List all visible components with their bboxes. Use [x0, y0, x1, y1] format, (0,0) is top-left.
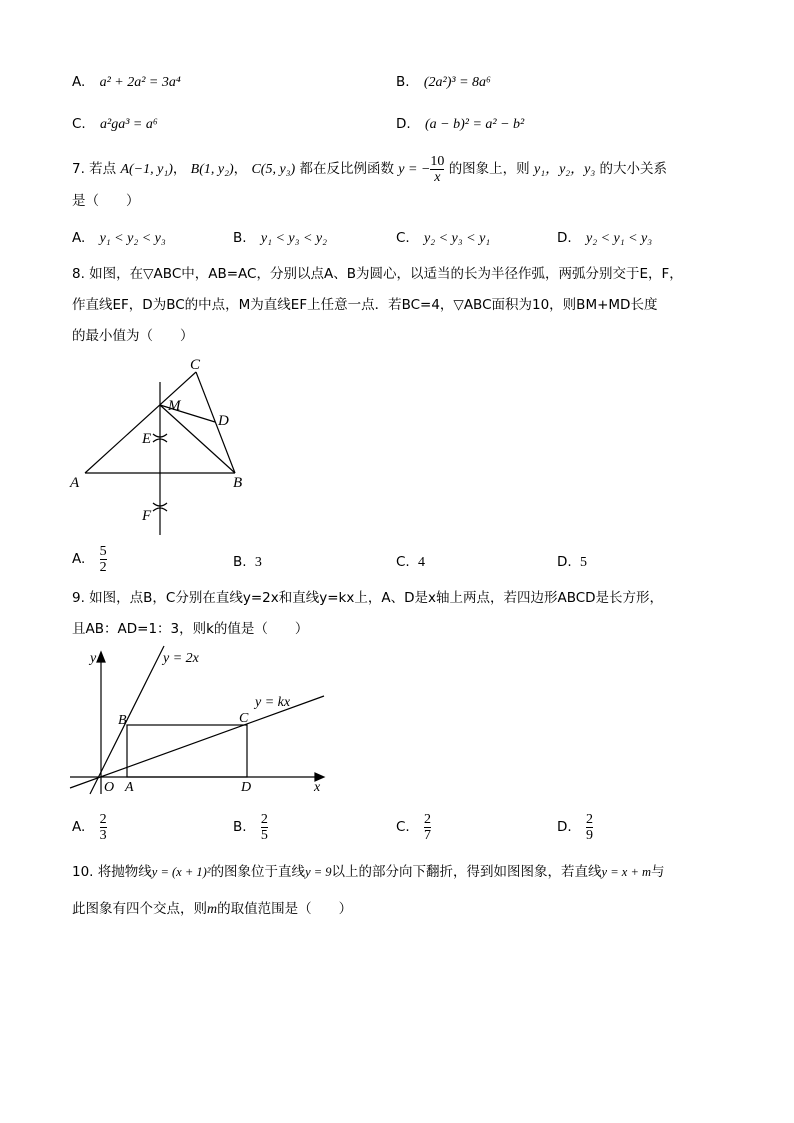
option-label: B. [396, 74, 410, 90]
q9-option-d[interactable] [557, 812, 593, 843]
q10-line: y = x + m [601, 865, 652, 879]
fraction-numerator: 2 [260, 812, 268, 827]
option-fraction [100, 544, 107, 575]
q8-option-b[interactable] [233, 552, 262, 573]
q10-text: 与 [651, 864, 665, 880]
q6-option-d[interactable] [396, 114, 524, 135]
fraction-denominator: x [434, 170, 441, 185]
q10-stem-line2 [72, 899, 352, 920]
q7-stem-line2: 是（ ） [72, 193, 140, 209]
option-label: A. [72, 230, 86, 246]
q7-option-b[interactable] [233, 228, 327, 249]
label-m: M [168, 398, 181, 414]
option-expression: y₂ < y₃ < y₁ [424, 231, 491, 246]
fraction-denominator: 5 [260, 828, 268, 843]
q10-horizontal-line: y = 9 [305, 865, 332, 879]
q6-option-a[interactable] [72, 72, 181, 93]
label-f: F [142, 508, 152, 524]
label-x-axis: x [314, 780, 321, 795]
q8-stem-line1: 8. 如图，在▽ABC中，AB=AC，分别以点A、B为圆心，以适当的长为半径作弧，两弧分别交于E，F， [72, 266, 683, 282]
label-line-y-2x: y = 2x [163, 651, 199, 666]
option-label: B. [233, 819, 247, 835]
fraction-numerator: 2 [424, 812, 432, 827]
q7-variables: y₁，y₂，y₃ [533, 162, 596, 177]
fraction-numerator: 5 [99, 544, 107, 559]
label-origin: O [104, 780, 115, 795]
q9-coordinate-figure [62, 644, 342, 796]
option-fraction [100, 812, 107, 843]
label-y-axis: y [90, 651, 97, 666]
fraction-numerator: 2 [585, 812, 593, 827]
label-b: B [118, 713, 127, 728]
q7-point-b: B(1, y₂) [190, 162, 234, 177]
option-expression: y₁ < y₂ < y₃ [99, 231, 166, 246]
option-label: A. [72, 551, 86, 567]
q6-option-b[interactable] [396, 72, 491, 93]
label-b: B [233, 475, 243, 491]
option-label: C. [72, 116, 86, 132]
option-label: C. [396, 819, 410, 835]
q7-text: 的大小关系 [599, 161, 668, 177]
label-d: D [218, 413, 229, 429]
q7-text: 的图象上，则 [448, 161, 530, 177]
q7-function-lhs: y = − [398, 162, 431, 177]
q10-stem-line1 [72, 862, 665, 882]
option-expression: (a − b)² = a² − b² [424, 117, 525, 132]
q7-text: 都在反比例函数 [299, 161, 394, 177]
option-label: A. [72, 74, 86, 90]
option-label: D. [557, 819, 572, 835]
option-label: C. [396, 554, 410, 570]
option-label: D. [396, 116, 411, 132]
q10-parabola: y = (x + 1)² [151, 865, 211, 879]
label-a: A [125, 780, 134, 795]
q7-point-c: C(5, y₃) [251, 162, 296, 177]
option-expression: (2a²)³ = 8a⁶ [423, 75, 491, 90]
q9-option-c[interactable] [396, 812, 431, 843]
option-label: B. [233, 230, 247, 246]
option-expression: 4 [418, 555, 426, 570]
q7-intro: 7. 若点 [72, 161, 117, 177]
q9-option-a[interactable] [72, 812, 107, 843]
q8-option-d[interactable] [557, 552, 587, 573]
q10-variable-m: m [207, 902, 218, 917]
q9-stem-line2: 且AB：AD=1：3，则k的值是（ ） [72, 621, 309, 637]
option-expression: y₂ < y₁ < y₃ [585, 231, 653, 246]
option-expression: 3 [254, 555, 262, 570]
option-fraction [424, 812, 431, 843]
option-label: A. [72, 819, 86, 835]
q9-stem-line1: 9. 如图，点B，C分别在直线y=2x和直线y=kx上，A、D是x轴上两点，若四边形ABCD是长方形， [72, 590, 664, 606]
label-line-y-kx: y = kx [255, 695, 291, 710]
option-expression: a²gа³ = a⁶ [100, 117, 158, 132]
q7-option-d[interactable] [557, 228, 652, 249]
q7-option-c[interactable] [396, 228, 490, 249]
option-label: C. [396, 230, 410, 246]
fraction-numerator: 2 [99, 812, 107, 827]
q10-text: 的图象位于直线 [210, 864, 306, 880]
q10-text: 10. 将抛物线 [72, 864, 152, 880]
q8-option-c[interactable] [396, 552, 425, 573]
q8-option-a[interactable] [72, 544, 107, 575]
q7-option-a[interactable] [72, 228, 166, 249]
q7-stem-line1 [72, 154, 667, 185]
label-d: D [241, 780, 252, 795]
q8-triangle-figure [60, 352, 280, 542]
rectangle-abcd [127, 725, 247, 777]
q8-stem-line3: 的最小值为（ ） [72, 328, 194, 344]
segment-cb [196, 372, 235, 473]
q7-separator: ， [233, 161, 248, 177]
fraction-denominator: 3 [99, 828, 107, 843]
option-label: D. [557, 230, 572, 246]
q10-text: 此图象有四个交点，则 [72, 901, 207, 917]
q10-text: 以上的部分向下翻折，得到如图图象，若直线 [331, 864, 602, 880]
fraction-denominator: 2 [99, 560, 107, 575]
q9-option-b[interactable] [233, 812, 268, 843]
fraction-numerator: 10 [430, 154, 445, 169]
q6-option-c[interactable] [72, 114, 158, 135]
fraction-denominator: 7 [424, 828, 432, 843]
q10-text: 的取值范围是（ ） [217, 901, 353, 917]
option-expression: a² + 2a² = 3a⁴ [99, 75, 181, 90]
label-c: C [239, 711, 249, 726]
fraction-denominator: 9 [585, 828, 593, 843]
option-label: B. [233, 554, 247, 570]
option-fraction [261, 812, 268, 843]
y-axis-arrow [97, 652, 105, 662]
q7-point-a: A(−1, y₁) [120, 162, 173, 177]
option-expression: 5 [579, 555, 587, 570]
q8-stem-line2: 作直线EF，D为BC的中点，M为直线EF上任意一点．若BC=4，▽ABC面积为10，则BM+MD长度 [72, 297, 658, 313]
label-c: C [190, 357, 201, 373]
label-a: A [70, 475, 80, 491]
q7-separator: ， [172, 161, 187, 177]
label-e: E [142, 431, 152, 447]
option-expression: y₁ < y₃ < y₂ [260, 231, 327, 246]
option-fraction [586, 812, 593, 843]
option-label: D. [557, 554, 572, 570]
q7-function-fraction [430, 154, 444, 185]
